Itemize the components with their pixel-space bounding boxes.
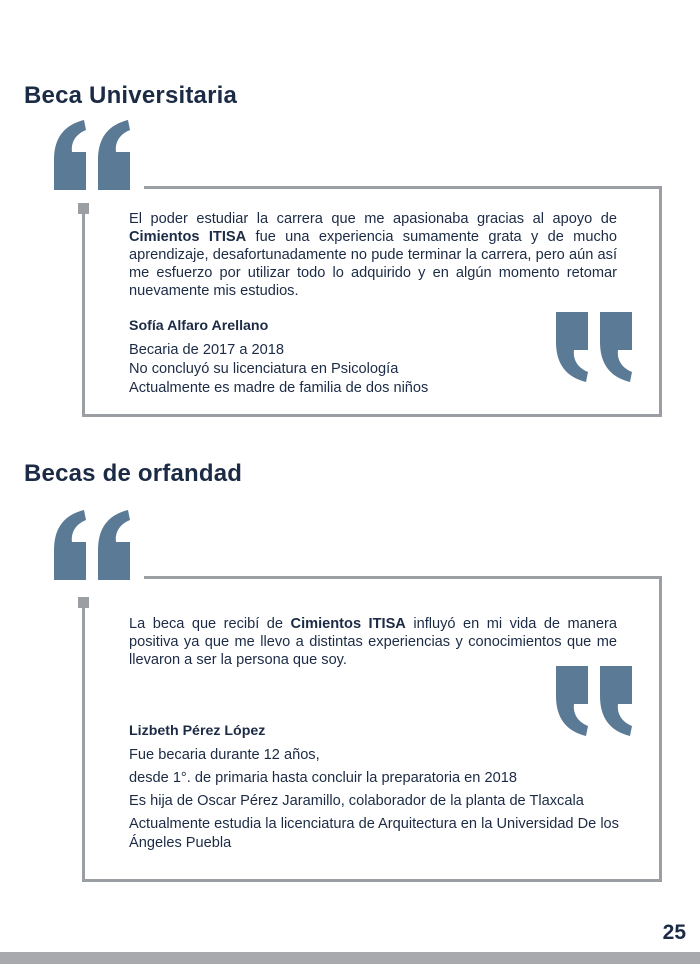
testimonial-author: Lizbeth Pérez López xyxy=(129,723,266,739)
author-detail: desde 1°. de primaria hasta concluir la preparatoria en 2018 xyxy=(129,770,517,786)
author-detail: Fue becaria durante 12 años, xyxy=(129,747,320,763)
author-detail: Actualmente estudia la licenciatura de Arquitectura en la Universidad De los Ángeles Puebla xyxy=(129,816,619,851)
author-detail: Becaria de 2017 a 2018 xyxy=(129,342,284,358)
page-number: 25 xyxy=(662,921,686,944)
open-quote-icon xyxy=(52,120,134,190)
author-detail: Actualmente es madre de familia de dos niños xyxy=(129,380,429,396)
footer-bar xyxy=(0,952,700,964)
testimonial-quote: La beca que recibí de Cimientos ITISA influyó en mi vida de manera positiva ya que me llevo a distintas experiencias y conocimientos que me llevaron a ser la persona que soy. xyxy=(129,616,618,668)
brand-name: Cimientos ITISA xyxy=(129,229,247,245)
section-title: Beca Universitaria xyxy=(24,82,238,109)
close-quote-icon xyxy=(554,312,636,382)
close-quote-icon xyxy=(554,666,636,736)
open-quote-icon xyxy=(52,510,134,580)
testimonial-author: Sofía Alfaro Arellano xyxy=(129,318,269,334)
brand-name: Cimientos ITISA xyxy=(290,616,406,632)
author-detail: Es hija de Oscar Pérez Jaramillo, colaborador de la planta de Tlaxcala xyxy=(129,793,584,809)
testimonial-quote: El poder estudiar la carrera que me apasionaba gracias al apoyo de Cimientos ITISA fue una experiencia sumamente grata y de mucho aprendizaje, desafortunadamente no pude terminar la carrera, pero aún así me esfuerzo por utilizar todo lo adquirido y en algún momento retomar nuevamente mis estudios. xyxy=(129,211,617,299)
section-title: Becas de orfandad xyxy=(24,460,243,487)
author-detail: No concluyó su licenciatura en Psicología xyxy=(129,361,399,377)
